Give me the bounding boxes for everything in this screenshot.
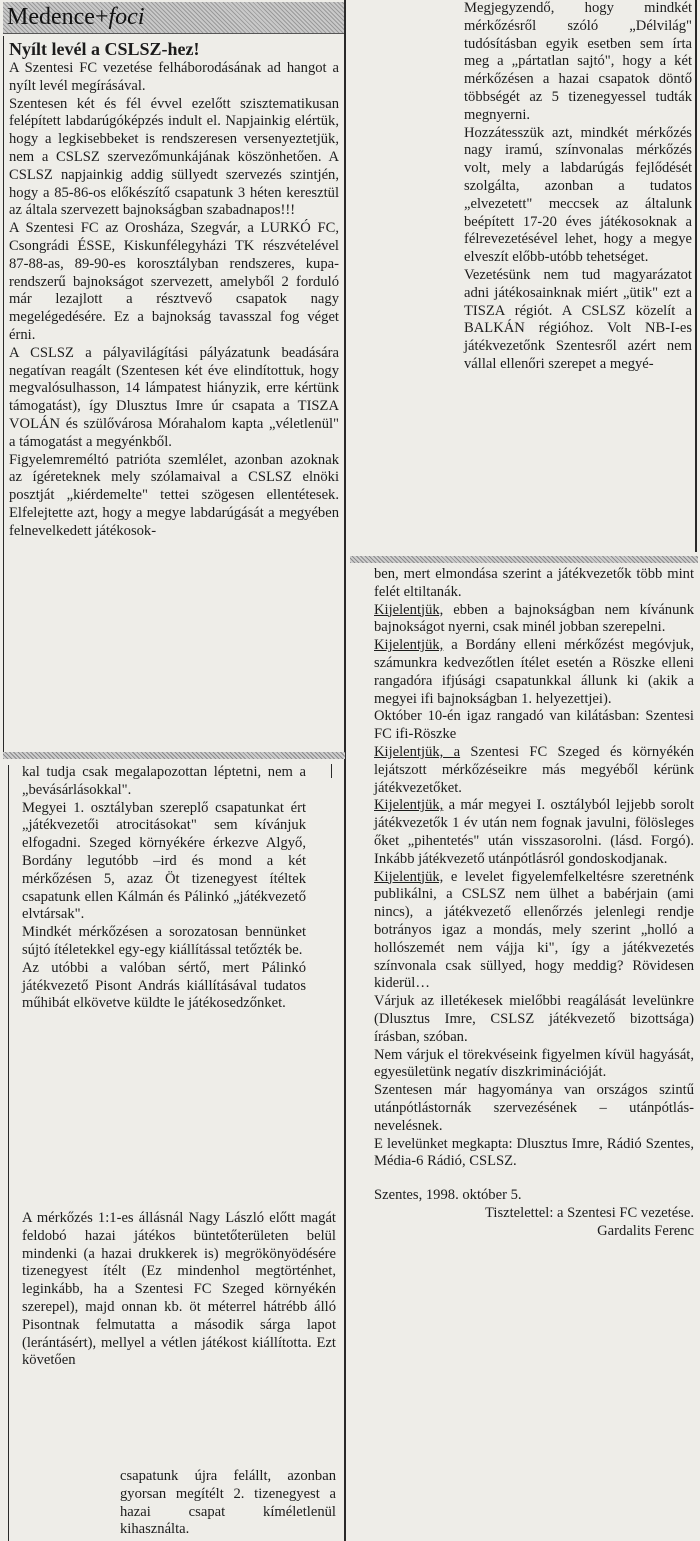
article-title: Nyílt levél a CSLSZ-hez! <box>9 39 200 59</box>
paragraph: Szentesen két és fél évvel ezelőtt szisztematikusan felépített labdarúgóképzés indult el. Napjainkig elértük, hogy a legkisebbeket is rendszeresen versenyeztetjük, nem a CSLSZ szervezőmunkájának köszönhetően. A CSLSZ napjainkig addig süllyedt szervezés szintjén, hogy a 85-86-os előkészítő csapatunk 3 héten keresztül az általa szervezett bajnokságban szabadnapos!!! <box>9 95 339 219</box>
declaration-label: Kijelentjük, <box>374 637 444 654</box>
paragraph: A CSLSZ a pályavilágítási pályázatunk beadására negatívan reagált (Szentesen két éve elindítottuk, hogy megvalósulhasson, 14 lámpatest hiányzik, erre kértünk támogatást), így Dlusztus Imre úr csapata a TISZA VOLÁN és szülővárosa Mórahalom kapta „véletlenül" a támogatást a megyénkből. <box>9 344 339 450</box>
paragraph: csapatunk újra felállt, azonban gyorsan megítélt 2. tizenegyest a hazai csapat kíméletlenül kihasználta. <box>120 1468 336 1538</box>
letter-date: Szentes, 1998. október 5. <box>374 1187 522 1204</box>
letter-signer: Gardalits Ferenc <box>597 1222 694 1239</box>
section-title: Medence+foci <box>7 4 145 30</box>
paragraph: Nem várjuk el törekvéseink figyelmen kívül hagyását, egyesületünk negatív diszkriminációját. <box>374 1046 694 1081</box>
paragraph: Várjuk az illetékesek mielőbbi reagálását levelünkre (Dlusztus Imre, CSLSZ játékvezető bizottsága) írásban, szóban. <box>374 993 694 1045</box>
paragraph: Mindkét mérkőzésen a sorozatosan bennünket sújtó ítéletekkel egy-egy kiállítással tetőzték be. <box>22 924 306 958</box>
declaration-label: Kijelentjük, <box>374 868 444 885</box>
declaration-label: Kijelentjük, <box>374 797 444 814</box>
separator-band-left <box>3 752 345 759</box>
column-divider-bottom <box>344 556 346 1541</box>
paragraph: Figyelemreméltó patrióta szemlélet, azonban azoknak az ígéreteknek mely szólamaival a CSLSZ elnöki posztját „kiérdemelte" tettei szögesen ellentétesek. Elfelejtette azt, hogy a megye labdarúgását a megyében felnevelkedett játékosok- <box>9 451 339 539</box>
paragraph: Hozzátesszük azt, mindkét mérkőzés nagy iramú, színvonalas mérkőzés volt, mely a labdarúgás fejlődését szolgálta, azonban a tudatos „elvezetett" meccsek az általunk beépített 17-20 éves játékosoknak a félrevezetésével lehet, hogy a megye elveszít előbb-utóbb tehetséget. <box>464 124 692 266</box>
declaration-label: Kijelentjük, <box>374 601 444 618</box>
paragraph: Kijelentjük, a Bordány elleni mérkőzést megóvjuk, számunkra kedvezőtlen ítélet esetén a Röszke elleni rangadóra ifjúsági csapatunkkal állunk ki (akik a megyei ifi bajnokságban 1. helyezettjei). <box>374 637 694 707</box>
right-divider <box>695 0 697 552</box>
left-column-bottom-narrow <box>22 764 306 1013</box>
left-column-top <box>9 38 339 541</box>
paragraph: ben, mert elmondása szerint a játékvezetők több mint felét eltiltanák. <box>374 566 694 600</box>
declaration-label: Kijelentjük, a <box>374 743 461 760</box>
left-rule <box>3 36 4 752</box>
paragraph: Kijelentjük, a Szentesi FC Szeged és környékén lejátszott mérkőzéseikre más megyéből kérünk játékvezetőket. <box>374 743 694 796</box>
paragraph: Megyei 1. osztályban szereplő csapatunkat ért „játékvezetői atrocitásokat" sem kívánjuk elfogadni. Szeged környékére érkezve Algyő, Bordány legutóbb –ird és mond a két mérkőzésen 5, azaz Öt tizenegyest ítéltek csapatunk ellen Kálmán és Pálinkó „játékvezető elvtársak". <box>22 799 306 923</box>
paragraph: Október 10-én igaz rangadó van kilátásban: Szentesi FC ifi-Röszke <box>374 708 694 743</box>
letter-closing: Tisztelettel: a Szentesi FC vezetése. <box>485 1204 694 1221</box>
paragraph: Megjegyzendő, hogy mindkét mérkőzésről szóló „Délvilág" tudósításban egyik esetben sem írta meg a „pártatlan sajtó", hogy a két mérkőzésen a hazai csapatok döntő többségét az 5 tizenegyessel tudták megnyerni. <box>464 0 692 123</box>
paragraph: A mérkőzés 1:1-es állásnál Nagy László előtt magát feldobó hazai játékos büntetőterületen belül mindenki (a hazai drukkerek is) megrökönyödésére tizenegyest ítélt (Ez mindenhol megtörténhet, leginkább, ha a Szentesi FC Szeged környékén szerepel), majd onnan kb. öt méterrel hátrébb álló Pisontnak felmutatta a második sárga lapot (lerántásért), mellyel a vétlen játékost kiállította. Ezt követően <box>22 1210 336 1369</box>
section-header <box>3 2 344 34</box>
paragraph: Kijelentjük, a már megyei I. osztályból lejjebb sorolt játékvezetők 1 év után nem fognak javulni, fölösleges őket „pihentetés" után visszasorolni. (lásd. Forgó). Inkább játékvezető utánpótlásról gondoskodjanak. <box>374 797 694 867</box>
paragraph: kal tudja csak megalapozottan léptetni, nem a „bevásárlásokkal". <box>22 764 306 798</box>
left-column-bottom-end <box>120 1468 336 1539</box>
paragraph: Vezetésünk nem tud magyarázatot adni játékosainknak miért „ütik" ezt a TISZA régiót. A CSLSZ közelít a BALKÁN régióhoz. Volt NB-I-es játékvezetőnk Szentesről azért nem vállal ellenőri szerepet a megyé- <box>464 266 692 372</box>
paragraph: A Szentesi FC az Orosháza, Szegvár, a LURKÓ FC, Csongrádi ÉSSE, Kiskunfélegyházi TK részvételével 87-88-as, 89-90-es korosztályban rendszeres, kupa-rendszerű bajnokságot szervezett, amelyből 2 forduló már lezajlott a résztvevő csapatok nagy megelégedésére. Ez a bajnokság tavasszal fog véget érni. <box>9 220 339 343</box>
lower-left-rule <box>8 765 9 1541</box>
paragraph: Az utóbbi a valóban sértő, mert Pálinkó játékvezető Pisont András kiállításával tudatos műhibát elkövetve küldte le játékosedzőnket. <box>22 959 306 1012</box>
paragraph: Kijelentjük, e levelet figyelemfelkeltésre szeretnénk publikálni, a CSLSZ nem ülhet a babérjain (ami nincs), a játékvezető ellenőrzés jelenlegi rendje botrányos igaz a mondás, mely szerint „holló a hollószemét nem vájja ki", így a játékvezetés színvonala csak süllyed, hogy meddig? Rövidesen kiderül… <box>374 868 694 992</box>
paragraph: A Szentesi FC vezetése felháborodásának ad hangot a nyílt levél megírásával. <box>9 60 339 94</box>
tick-mark <box>331 764 332 778</box>
left-column-bottom-wide <box>22 1210 336 1370</box>
separator-band-right <box>350 556 698 563</box>
paragraph: Kijelentjük, ebben a bajnokságban nem kívánunk bajnokságot nyerni, csak minél jobban szerepelni. <box>374 601 694 636</box>
paragraph: E levelünket megkapta: Dlusztus Imre, Rádió Szentes, Média-6 Rádió, CSLSZ. <box>374 1135 694 1170</box>
paragraph: Szentesen már hagyománya van országos szintű utánpótlástornák szervezésének – utánpótlás-nevelésnek. <box>374 1082 694 1134</box>
right-column-bottom <box>374 566 694 1240</box>
right-column-top <box>464 0 692 374</box>
